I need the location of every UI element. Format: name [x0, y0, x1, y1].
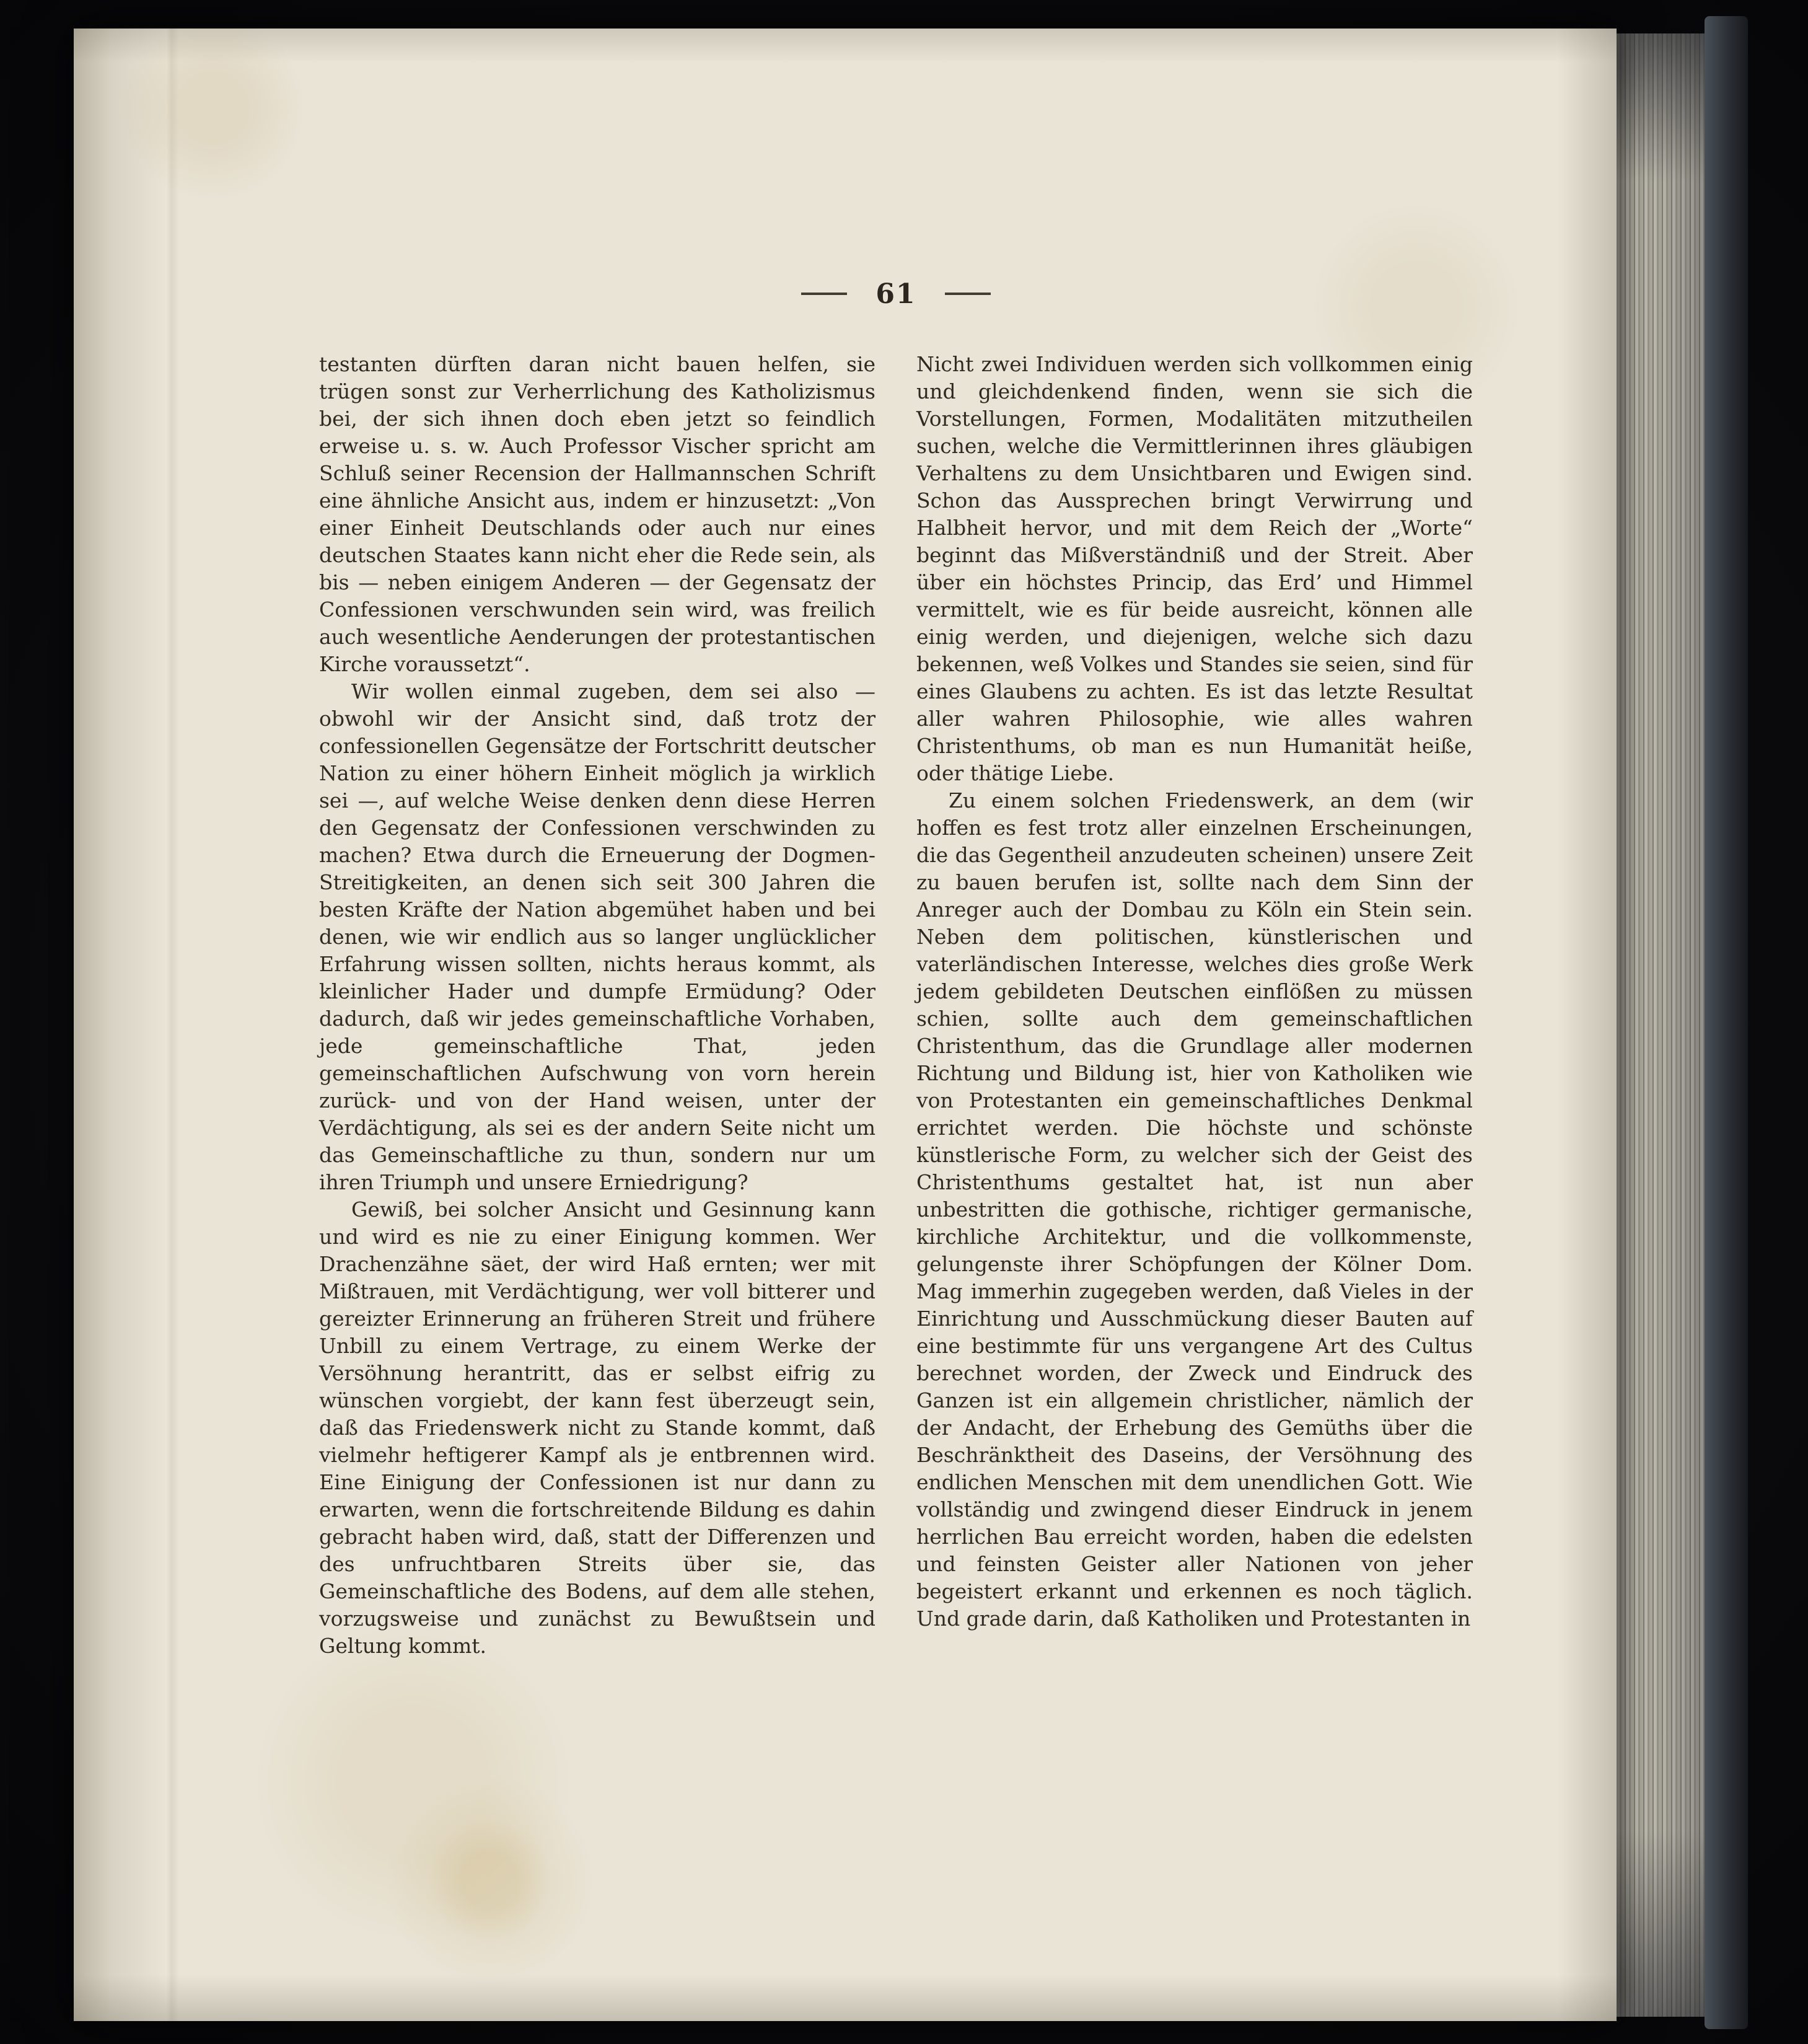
paragraph: Nicht zwei Individuen werden sich vollkommen einig und gleichdenkend finden, wenn sie sich die Vorstellungen, Formen, Modalitäten mitzutheilen suchen, welche die Vermittlerinnen ihres gläubigen Verhaltens zu dem Unsichtbaren und Ewigen sind. Schon das Aussprechen bringt Verwirrung und Halbheit hervor, und mit dem Reich der „Worte“ beginnt das Mißverständniß und der Streit. Aber über ein höchstes Princip, das Erd’ und Himmel vermittelt, wie es für beide ausreicht, können alle einig werden, und diejenigen, welche sich dazu bekennen, weß Volkes und Standes sie seien, sind für eines Glaubens zu achten. Es ist das letzte Resultat aller wahren Philosophie, wie alles wahren Christenthums, ob man es nun Humanität heiße, oder thätige Liebe.	[916, 352, 1473, 785]
right-column	[916, 351, 1473, 1660]
book-cover	[1705, 16, 1748, 2029]
text-block	[319, 351, 1473, 1660]
page-header	[319, 276, 1473, 311]
header-rule-left	[801, 293, 847, 295]
book-page	[74, 29, 1617, 2021]
paragraph: Wir wollen einmal zugeben, dem sei also — obwohl wir der Ansicht sind, daß trotz der confessionellen Gegensätze der Fortschritt deutscher Nation zu einer höhern Einheit möglich ja wirklich sei —, auf welche Weise denken denn diese Herren den Gegensatz der Confessionen verschwinden zu machen? Etwa durch die Erneuerung der Dogmen-Streitigkeiten, an denen sich seit 300 Jahren die besten Kräfte der Nation abgemühet haben und bei denen, wie wir endlich aus so langer unglücklicher Erfahrung wissen sollten, nichts heraus kommt, als kleinlicher Hader und dumpfe Ermüdung? Oder dadurch, daß wir jedes gemeinschaftliche Vorhaben, jede gemeinschaftliche That, jeden gemeinschaftlichen Aufschwung von vorn herein zurück- und von der Hand weisen, unter der Verdächtigung, als sei es der andern Seite nicht um das Gemeinschaftliche zu thun, sondern nur um ihren Triumph und unsere Erniedrigung?	[319, 679, 875, 1194]
paragraph: Gewiß, bei solcher Ansicht und Gesinnung kann und wird es nie zu einer Einigung kommen. Wer Drachenzähne säet, der wird Haß ernten; wer mit Mißtrauen, mit Verdächtigung, wer voll bitterer und gereizter Erinnerung an früheren Streit und frühere Unbill zu einem Vertrage, zu einem Werke der Versöhnung herantritt, das er selbst eifrig zu wünschen vorgiebt, der kann fest überzeugt sein, daß das Friedenswerk nicht zu Stande kommt, daß vielmehr heftigerer Kampf als je entbrennen wird. Eine Einigung der Confessionen ist nur dann zu erwarten, wenn die fortschreitende Bildung es dahin gebracht haben wird, daß, statt der Differenzen und des unfruchtbaren Streits über sie, das Gemeinschaftliche des Bodens, auf dem alle stehen, vorzugsweise und zunächst zu Bewußtsein und Geltung kommt.	[319, 1197, 875, 1658]
book-fore-edge	[1617, 33, 1705, 2017]
left-column	[319, 351, 875, 1660]
page-number: 61	[875, 278, 916, 310]
paragraph: Zu einem solchen Friedenswerk, an dem (wir hoffen es fest trotz aller einzelnen Erscheinungen, die das Gegentheil anzudeuten scheinen) unsere Zeit zu bauen berufen ist, sollte nach dem Sinn der Anreger auch der Dombau zu Köln ein Stein sein. Neben dem politischen, künstlerischen und vaterländischen Interesse, welches dies große Werk jedem gebildeten Deutschen einflößen zu müssen schien, sollte auch dem gemeinschaftlichen Christenthum, das die Grundlage aller modernen Richtung und Bildung ist, hier von Katholiken wie von Protestanten ein gemeinschaftliches Denkmal errichtet werden. Die höchste und schönste künstlerische Form, zu welcher sich der Geist des Christenthums gestaltet hat, ist nun aber unbestritten die gothische, richtiger germanische, kirchliche Architektur, und die vollkommenste, gelungenste ihrer Schöpfungen der Kölner Dom. Mag immerhin zugegeben werden, daß Vieles in der Einrichtung und Ausschmückung dieser Bauten auf eine bestimmte für uns vergangene Art des Cultus berechnet worden, der Zweck und Eindruck des Ganzen ist ein allgemein christlicher, nämlich der der Andacht, der Erhebung des Gemüths über die Beschränktheit des Daseins, der Versöhnung des endlichen Menschen mit dem unendlichen Gott. Wie vollständig und zwingend dieser Eindruck in jenem herrlichen Bau erreicht worden, haben die edelsten und feinsten Geister aller Nationen von jeher begeistert erkannt und erkennen es noch täglich. Und grade darin, daß Katholiken und Protestanten in	[916, 788, 1473, 1631]
paragraph: testanten dürften daran nicht bauen helfen, sie trügen sonst zur Verherrlichung des Katholizismus bei, der sich ihnen doch eben jetzt so feindlich erweise u. s. w. Auch Professor Vischer spricht am Schluß seiner Recension der Hallmannschen Schrift eine ähnliche Ansicht aus, indem er hinzusetzt: „Von einer Einheit Deutschlands oder auch nur eines deutschen Staates kann nicht eher die Rede sein, als bis — neben einigem Anderen — der Gegensatz der Confessionen verschwunden sein wird, was freilich auch wesentliche Aenderungen der protestantischen Kirche voraussetzt“.	[319, 352, 875, 676]
header-rule-right	[945, 293, 991, 295]
